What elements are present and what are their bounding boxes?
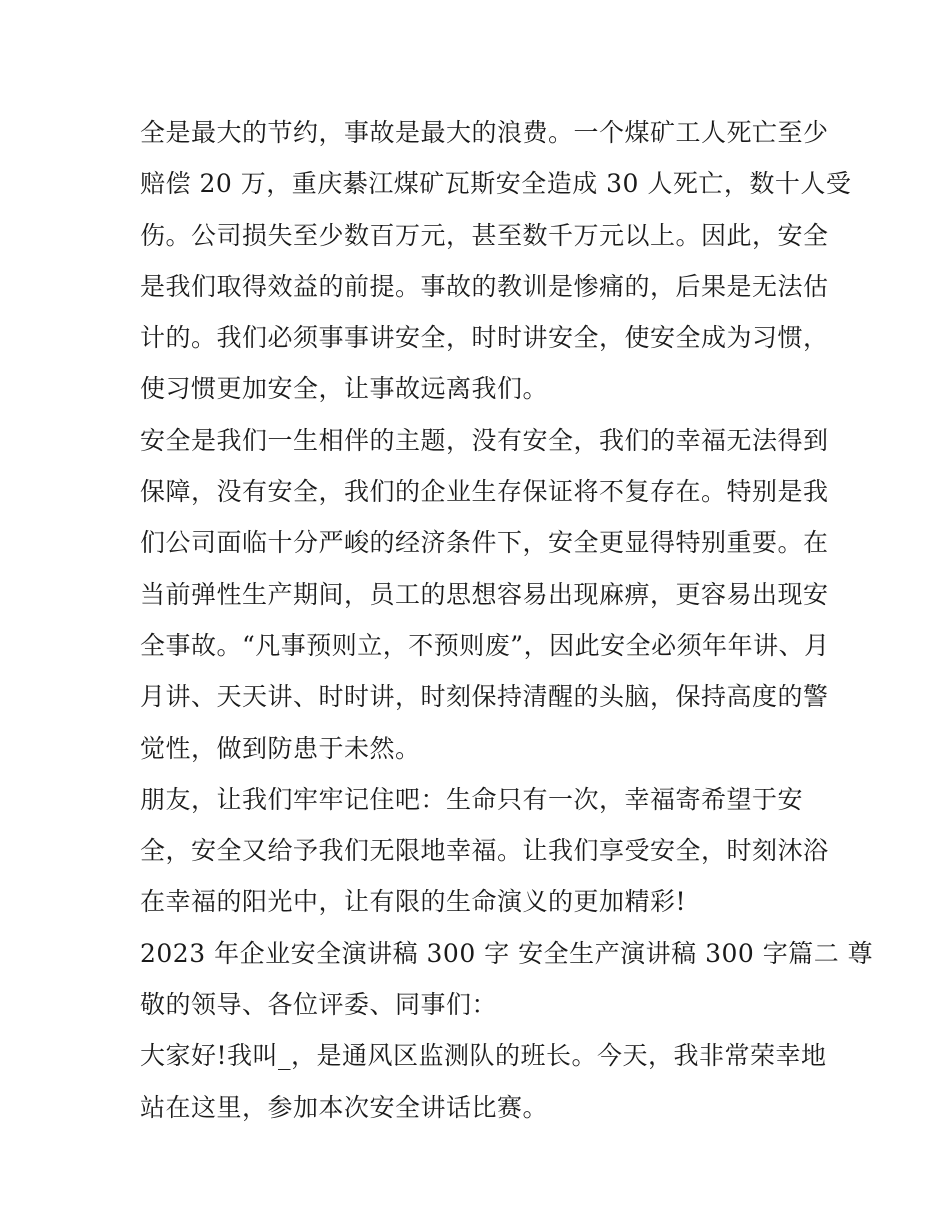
text-line: 全是最大的节约，事故是最大的浪费。一个煤矿工人死亡至少 bbox=[140, 118, 829, 147]
text-line: 全事故。“凡事预则立，不预则废”，因此安全必须年年讲、月 bbox=[140, 630, 830, 660]
text-line: 敬的领导、各位评委、同事们： bbox=[140, 990, 498, 1020]
text-line: 站在这里，参加本次安全讲话比赛。 bbox=[140, 1092, 549, 1122]
text-line: 当前弹性生产期间，员工的思想容易出现麻痹，更容易出现安 bbox=[140, 579, 829, 609]
document-body bbox=[140, 107, 874, 1133]
text-line: 觉性，做到防患于未然。 bbox=[140, 733, 421, 763]
text-line: 全，安全又给予我们无限地幸福。让我们享受安全，时刻沐浴 bbox=[140, 836, 829, 866]
text-line: 月讲、天天讲、时时讲，时刻保持清醒的头脑，保持高度的警 bbox=[140, 682, 829, 712]
text-line: 保障，没有安全，我们的企业生存保证将不复存在。特别是我 bbox=[140, 477, 829, 507]
text-line: 赔偿 20 万，重庆綦江煤矿瓦斯安全造成 30 人死亡，数十人受 bbox=[140, 169, 852, 199]
text-line: 朋友，让我们牢牢记住吧：生命只有一次，幸福寄希望于安 bbox=[140, 784, 804, 814]
text-line: 是我们取得效益的前提。事故的教训是惨痛的，后果是无法估 bbox=[140, 271, 829, 301]
text-line: 伤。公司损失至少数百万元，甚至数千万元以上。因此，安全 bbox=[140, 220, 829, 250]
text-line: 使习惯更加安全，让事故远离我们。 bbox=[140, 374, 549, 404]
text-line: 在幸福的阳光中，让有限的生命演义的更加精彩! bbox=[140, 887, 687, 917]
text-line: 大家好!我叫_，是通风区监测队的班长。今天，我非常荣幸地 bbox=[140, 1041, 827, 1071]
text-line: 安全是我们一生相伴的主题，没有安全，我们的幸福无法得到 bbox=[140, 425, 829, 455]
text-line: 计的。我们必须事事讲安全，时时讲安全，使安全成为习惯， bbox=[140, 323, 829, 353]
text-line: 2023 年企业安全演讲稿 300 字 安全生产演讲稿 300 字篇二 尊 bbox=[140, 938, 874, 968]
text-line: 们公司面临十分严峻的经济条件下，安全更显得特别重要。在 bbox=[140, 528, 829, 558]
